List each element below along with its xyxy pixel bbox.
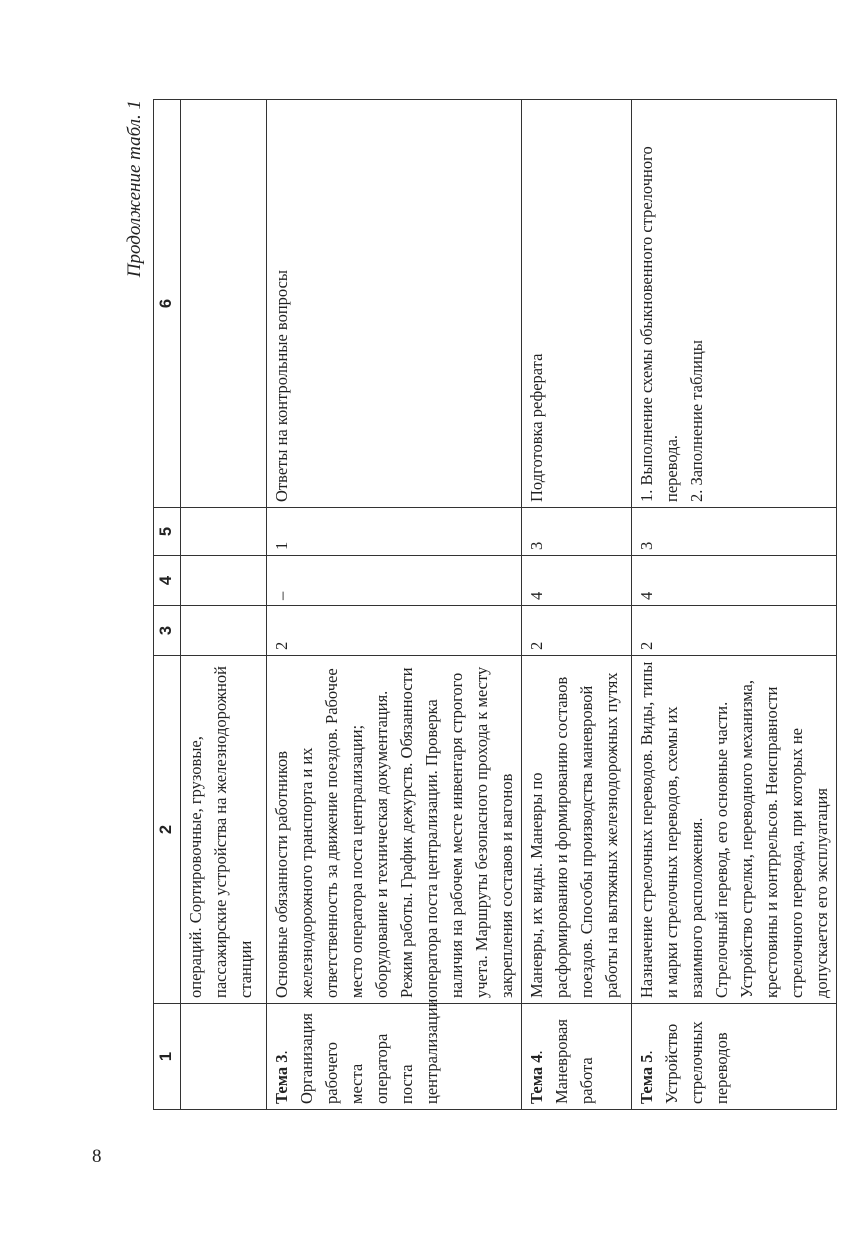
curriculum-table bbox=[153, 99, 837, 1110]
col-header-2: 2 bbox=[154, 656, 181, 1004]
content-cell: Назначение стрелочных переводов. Виды, типы и марки стрелочных переводов, схемы их взаимного расположения. Стрелочный перевод, его основные части. Устройство стрелки, переводного механизма, крестовины и контррельсов. Неисправности стрелочного перевода, при которых не допускается его эксплуатация bbox=[632, 656, 837, 1004]
theme-cell bbox=[632, 1004, 837, 1110]
hours-cell: 2 bbox=[267, 606, 522, 656]
theme-title: . Устройство стрелочных переводов bbox=[637, 1021, 731, 1104]
hours-cell bbox=[181, 606, 267, 656]
theme-cell bbox=[181, 1004, 267, 1110]
hours-cell: 4 bbox=[522, 556, 632, 606]
table-header-row bbox=[154, 100, 181, 1110]
hours-cell: 3 bbox=[632, 508, 837, 556]
hours-cell: 1 bbox=[267, 508, 522, 556]
hours-cell: 4 bbox=[632, 556, 837, 606]
content-cell: Маневры, их виды. Маневры по расформированию и формированию составов поездов. Способы производства маневровой работы на вытяжных железнодорожных путях bbox=[522, 656, 632, 1004]
content-cell: Основные обязанности работников железнодорожного транспорта и их ответственность за движение поездов. Рабочее место оператора поста централизации; оборудование и техническая документация. Режим работы. График дежурств. Обязанности оператора поста централизации. Проверка наличия на рабочем месте инвентаря строгого учета. Маршруты безопасного прохода к месту закрепления составов и вагонов bbox=[267, 656, 522, 1004]
task-cell: 1. Выполнение схемы обыкновенного стрелочного перевода. 2. Заполнение таблицы bbox=[632, 100, 837, 508]
table-row bbox=[632, 100, 837, 1110]
theme-number: Тема 5 bbox=[637, 1054, 656, 1104]
theme-number: Тема 4 bbox=[527, 1054, 546, 1104]
table-row bbox=[522, 100, 632, 1110]
hours-cell: 2 bbox=[522, 606, 632, 656]
hours-cell: 2 bbox=[632, 606, 837, 656]
col-header-4: 4 bbox=[154, 556, 181, 606]
task-cell bbox=[181, 100, 267, 508]
task-cell: Ответы на контрольные вопросы bbox=[267, 100, 522, 508]
hours-cell: 3 bbox=[522, 508, 632, 556]
content-cell: операций. Сортировочные, грузовые, пассажирские устройства на железнодорожной станции bbox=[181, 656, 267, 1004]
theme-cell bbox=[267, 998, 522, 1110]
rotated-page-content bbox=[120, 100, 831, 1110]
theme-title: . Организация рабочего места оператора поста централизации bbox=[272, 998, 441, 1104]
hours-cell bbox=[181, 508, 267, 556]
task-cell: Подготовка реферата bbox=[522, 100, 632, 508]
continuation-label: Продолжение табл. 1 bbox=[124, 100, 145, 278]
table-row bbox=[267, 100, 522, 1110]
col-header-5: 5 bbox=[154, 508, 181, 556]
hours-cell bbox=[181, 556, 267, 606]
col-header-6: 6 bbox=[154, 100, 181, 508]
theme-cell bbox=[522, 1004, 632, 1110]
col-header-3: 3 bbox=[154, 606, 181, 656]
table-row bbox=[181, 100, 267, 1110]
col-header-1: 1 bbox=[154, 1004, 181, 1110]
theme-title: . Маневровая работа bbox=[527, 1019, 596, 1104]
theme-number: Тема 3 bbox=[272, 1054, 291, 1104]
page-number: 8 bbox=[92, 1146, 102, 1167]
hours-cell: – bbox=[267, 556, 522, 606]
